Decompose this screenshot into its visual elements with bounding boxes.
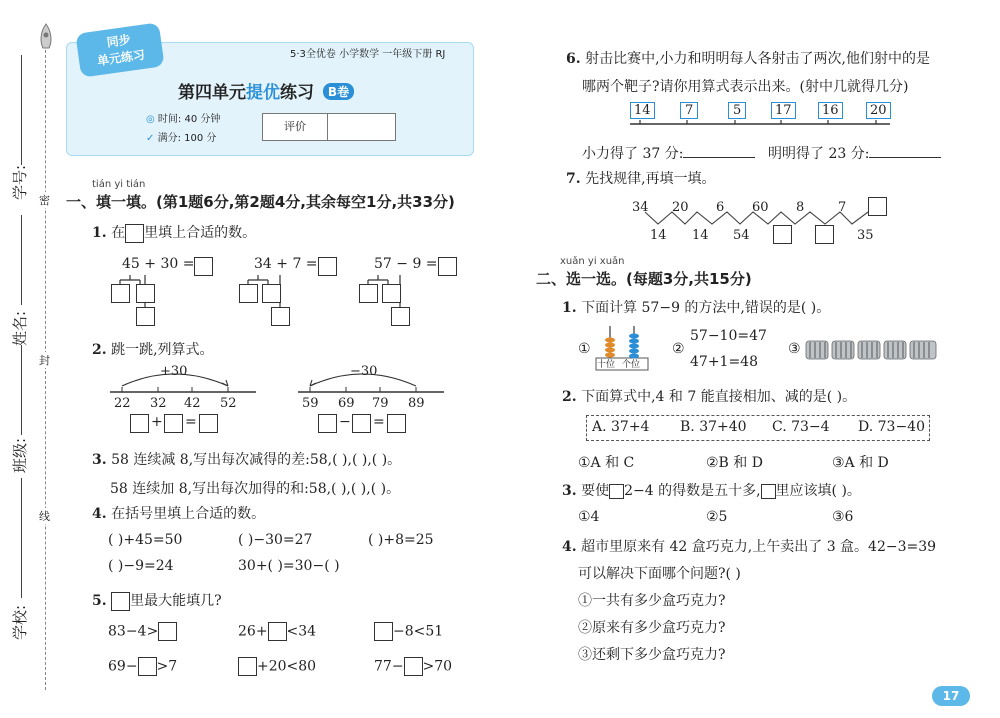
q1-eq3-expr: 57 − 9 =	[374, 256, 438, 272]
s2q2-option[interactable]: ③A 和 D	[832, 455, 889, 471]
q7-top-number: 60	[752, 200, 769, 215]
s2q2-option[interactable]: ②B 和 D	[706, 455, 763, 471]
book-info: 5·3全优卷 小学数学 一年级下册 RJ	[290, 49, 446, 60]
s2q3-prompt-a: 要使	[581, 483, 610, 499]
q3-number: 3.	[92, 452, 107, 468]
q6-target: 20	[866, 102, 891, 119]
q5-item-6	[374, 657, 452, 676]
q1-number: 1.	[92, 225, 107, 241]
s2q1-prompt	[562, 297, 830, 317]
class-label: 班级:	[11, 437, 30, 474]
q6-target: 17	[771, 102, 796, 119]
q6-answer-2-field[interactable]	[869, 157, 941, 158]
s2q2-choice: D. 73−40	[858, 419, 925, 435]
q5-item-post: >7	[156, 658, 178, 675]
counting-sticks-icon	[804, 338, 942, 362]
q7-bottom-box[interactable]	[815, 225, 834, 244]
q7-prompt	[566, 168, 716, 188]
q7-bottom-number: 14	[692, 228, 709, 243]
s2q2-prompt	[562, 386, 856, 406]
q6-answer-1-label: 小力得了 37 分:	[582, 146, 684, 162]
q6-target: 5	[728, 102, 746, 119]
name-field[interactable]	[21, 215, 22, 305]
q5-item-pre: 77−	[374, 658, 404, 675]
seal-mark: 密	[39, 194, 50, 207]
q1-eq2-sum-box[interactable]	[271, 307, 290, 326]
evaluation-label: 评价	[263, 114, 328, 140]
time-text: 时间: 40 分钟	[157, 114, 221, 125]
sign-mark: 封	[39, 354, 50, 367]
q7-bottom-number: 14	[650, 228, 667, 243]
answer-box-sample	[609, 484, 624, 499]
q5-number: 5.	[92, 593, 107, 609]
score-text: 满分: 100 分	[157, 133, 217, 144]
q1-eq3-split-box1[interactable]	[359, 284, 378, 303]
q7-top-number: 7	[838, 200, 847, 215]
q7-top-number: 6	[716, 200, 725, 215]
s2q1-prompt-text: 下面计算 57−9 的方法中,错误的是( )。	[581, 300, 831, 316]
abacus-ones-label: 个位	[622, 360, 641, 370]
s2q2-choice: B. 37+40	[680, 419, 747, 435]
q4-prompt-text: 在括号里填上合适的数。	[111, 506, 266, 522]
school-field[interactable]	[21, 478, 22, 598]
q7-prompt-text: 先找规律,再填一填。	[585, 171, 716, 187]
s2q4-line2: 可以解决下面哪个问题?( )	[578, 566, 741, 582]
page-title	[178, 78, 354, 103]
q1-eq3	[374, 256, 438, 272]
s2q1-number: 1.	[562, 300, 577, 316]
q2-op-eq: =	[373, 414, 385, 430]
q2-tick: 89	[408, 396, 425, 411]
q6-number: 6.	[566, 51, 581, 67]
student-id-field[interactable]	[21, 55, 22, 165]
evaluation-field[interactable]	[328, 114, 394, 140]
q4-item[interactable]: 30+( )=30−( )	[238, 558, 340, 574]
q5-item-post: <34	[286, 623, 317, 640]
line-mark: 线	[39, 510, 50, 523]
q2-line1-box1[interactable]	[130, 414, 149, 433]
s2q2-number: 2.	[562, 389, 577, 405]
q7-top-number: 34	[632, 200, 649, 215]
q2-line2-box2[interactable]	[352, 414, 371, 433]
s2q3-prompt-b: 2−4 的得数是五十多,	[624, 483, 761, 499]
answer-box-sample	[125, 224, 144, 243]
q6-answer-2-label: 明明得了 23 分:	[768, 146, 870, 162]
q6-line2: 哪两个靶子?请你用算式表示出来。(射中几就得几分)	[582, 79, 909, 95]
q5-prompt-text: 里最大能填几?	[130, 593, 222, 609]
q1-eq2-split-box1[interactable]	[239, 284, 258, 303]
q6-target: 14	[630, 102, 655, 119]
s2q1-calc-a: 57−10=47	[690, 328, 767, 344]
s2q4-number: 4.	[562, 539, 577, 555]
answer-box-sample	[111, 592, 130, 611]
clock-icon: ◎	[146, 114, 155, 125]
q5-item-post: −8<51	[393, 623, 444, 640]
section1-pinyin: tián yi tián	[92, 179, 146, 190]
section2-heading: 二、选一选。(每题3分,共15分)	[536, 270, 752, 288]
title-prefix: 第四单元	[178, 83, 246, 103]
q5-answer-box[interactable]	[268, 622, 287, 641]
q1-eq1-split-box2[interactable]	[136, 284, 155, 303]
q5-answer-box[interactable]	[238, 657, 257, 676]
section2-pinyin: xuǎn yi xuǎn	[560, 256, 625, 267]
time-info	[146, 110, 220, 125]
q2-tick: 32	[150, 396, 167, 411]
q4-item[interactable]: ( )−9=24	[108, 558, 174, 574]
q5-item-1	[108, 622, 177, 641]
q6-answer-1-field[interactable]	[683, 157, 755, 158]
q4-item[interactable]: ( )+8=25	[368, 532, 434, 548]
s2q2-option[interactable]: ①A 和 C	[578, 455, 635, 471]
q6-answer-2	[768, 143, 941, 163]
student-id-label: 学号:	[11, 164, 30, 201]
q1-eq1-expr: 45 + 30 =	[122, 256, 195, 272]
q6-target: 16	[818, 102, 843, 119]
page-number-badge	[932, 686, 970, 706]
q1-eq2-expr: 34 + 7 =	[254, 256, 318, 272]
q6-target: 7	[680, 102, 698, 119]
q1-prompt-b: 里填上合适的数。	[144, 225, 257, 241]
q2-line1-box2[interactable]	[164, 414, 183, 433]
s2q2-prompt-text: 下面算式中,4 和 7 能直接相加、减的是( )。	[581, 389, 857, 405]
q5-answer-box[interactable]	[404, 657, 423, 676]
q4-number: 4.	[92, 506, 107, 522]
q1-eq1-sum-box[interactable]	[136, 307, 155, 326]
q5-item-post: +20<80	[257, 658, 317, 675]
title-suffix: 练习	[280, 83, 314, 103]
q2-tick: 22	[114, 396, 131, 411]
answer-box-sample	[761, 484, 776, 499]
q1-eq1	[122, 256, 194, 272]
section1-heading: 一、填一填。(第1题6分,第2题4分,其余每空1分,共33分)	[66, 193, 455, 211]
q7-number: 7.	[566, 171, 581, 187]
q2-line2-box1[interactable]	[318, 414, 337, 433]
q1-prompt	[92, 222, 256, 243]
q2-tick: 42	[184, 396, 201, 411]
badge-line2: 单元练习	[96, 47, 146, 69]
q5-item-2	[238, 622, 316, 641]
s2q4-line1-text: 超市里原来有 42 盒巧克力,上午卖出了 3 盒。42−3=39	[581, 539, 937, 555]
q4-prompt	[92, 503, 265, 523]
q5-answer-box[interactable]	[158, 622, 177, 641]
q5-answer-box[interactable]	[138, 657, 157, 676]
q7-top-number: 8	[796, 200, 805, 215]
q5-item-3	[374, 622, 443, 641]
q7-top-number: 20	[672, 200, 689, 215]
q5-item-4	[108, 657, 177, 676]
s2q4-line1	[562, 536, 936, 556]
q4-item[interactable]: ( )−30=27	[238, 532, 313, 548]
q2-prompt-text: 跳一跳,列算式。	[111, 342, 214, 358]
s2q3-option[interactable]: ①4	[578, 509, 600, 525]
s2q1-option3[interactable]: ③	[788, 341, 801, 357]
q2-line1-box3[interactable]	[199, 414, 218, 433]
s2q1-calc-b: 47+1=48	[690, 354, 758, 370]
s2q4-option[interactable]: ①一共有多少盒巧克力?	[578, 593, 726, 609]
s2q3-option[interactable]: ②5	[706, 509, 728, 525]
rocket-icon	[38, 24, 54, 58]
q5-item-pre: 26+	[238, 623, 268, 640]
q6-line1-text: 射击比赛中,小力和明明每人各射击了两次,他们射中的是	[585, 51, 930, 67]
binding-line	[45, 50, 46, 690]
q2-tick: 52	[220, 396, 237, 411]
q7-bottom-number: 54	[733, 228, 750, 243]
q5-item-5	[238, 657, 316, 676]
q2-jump2: −30	[350, 364, 378, 379]
evaluation-box	[262, 113, 396, 141]
q2-prompt	[92, 339, 214, 359]
q5-item-pre: 83−4>	[108, 623, 159, 640]
s2q3-number: 3.	[562, 483, 577, 499]
s2q1-option2[interactable]: ②	[672, 341, 685, 357]
school-label: 学校:	[11, 604, 30, 641]
q3-line2: 58 连续加 8,写出每次加得的和:58,( ),( ),( )。	[110, 481, 401, 497]
s2q3-prompt	[562, 480, 861, 500]
q1-split-lines	[100, 272, 500, 342]
q2-op-minus: −	[339, 414, 351, 430]
q5-item-post: >70	[422, 658, 453, 675]
q6-line1	[566, 48, 930, 68]
q1-prompt-a: 在	[111, 225, 126, 241]
s2q1-option1[interactable]: ①	[578, 341, 591, 357]
q2-op-eq: =	[185, 414, 197, 430]
q1-eq1-split-box1[interactable]	[111, 284, 130, 303]
q2-jump1: +30	[160, 364, 188, 379]
name-label: 姓名:	[11, 310, 30, 347]
s2q4-option[interactable]: ②原来有多少盒巧克力?	[578, 620, 726, 636]
s2q2-choice: A. 37+4	[592, 419, 650, 435]
q7-bottom-box[interactable]	[773, 225, 792, 244]
title-highlight: 提优	[246, 83, 280, 103]
q3-line1-text: 58 连续减 8,写出每次减得的差:58,( ),( ),( )。	[111, 452, 402, 468]
page-number: 17	[942, 689, 960, 703]
q2-tick: 79	[372, 396, 389, 411]
q2-op-plus: +	[151, 414, 163, 430]
s2q3-option[interactable]: ③6	[832, 509, 854, 525]
q1-eq3-sum-box[interactable]	[391, 307, 410, 326]
q5-prompt	[92, 590, 222, 611]
q2-tick: 59	[302, 396, 319, 411]
q5-item-pre: 69−	[108, 658, 138, 675]
q1-eq3-split-box2[interactable]	[382, 284, 401, 303]
abacus-tens-label: 十位	[597, 360, 616, 370]
q4-item[interactable]: ( )+45=50	[108, 532, 183, 548]
q1-eq2	[254, 256, 318, 272]
q7-bottom-number: 35	[857, 228, 874, 243]
q2-line2-box3[interactable]	[387, 414, 406, 433]
version-badge: B卷	[323, 83, 354, 100]
class-field[interactable]	[21, 345, 22, 435]
q6-target-rail	[628, 100, 898, 130]
badge-line1: 同步	[105, 32, 132, 50]
s2q3-prompt-c: 里应该填( )。	[775, 483, 861, 499]
check-icon: ✓	[146, 133, 155, 144]
q6-answer-1	[582, 143, 755, 163]
q2-tick: 69	[338, 396, 355, 411]
s2q2-choice: C. 73−4	[772, 419, 830, 435]
q3-line1	[92, 449, 401, 469]
q2-number: 2.	[92, 342, 107, 358]
q5-answer-box[interactable]	[374, 622, 393, 641]
score-info	[146, 129, 216, 144]
s2q4-option[interactable]: ③还剩下多少盒巧克力?	[578, 647, 726, 663]
q1-eq2-split-box2[interactable]	[262, 284, 281, 303]
q7-top-box[interactable]	[868, 197, 887, 216]
